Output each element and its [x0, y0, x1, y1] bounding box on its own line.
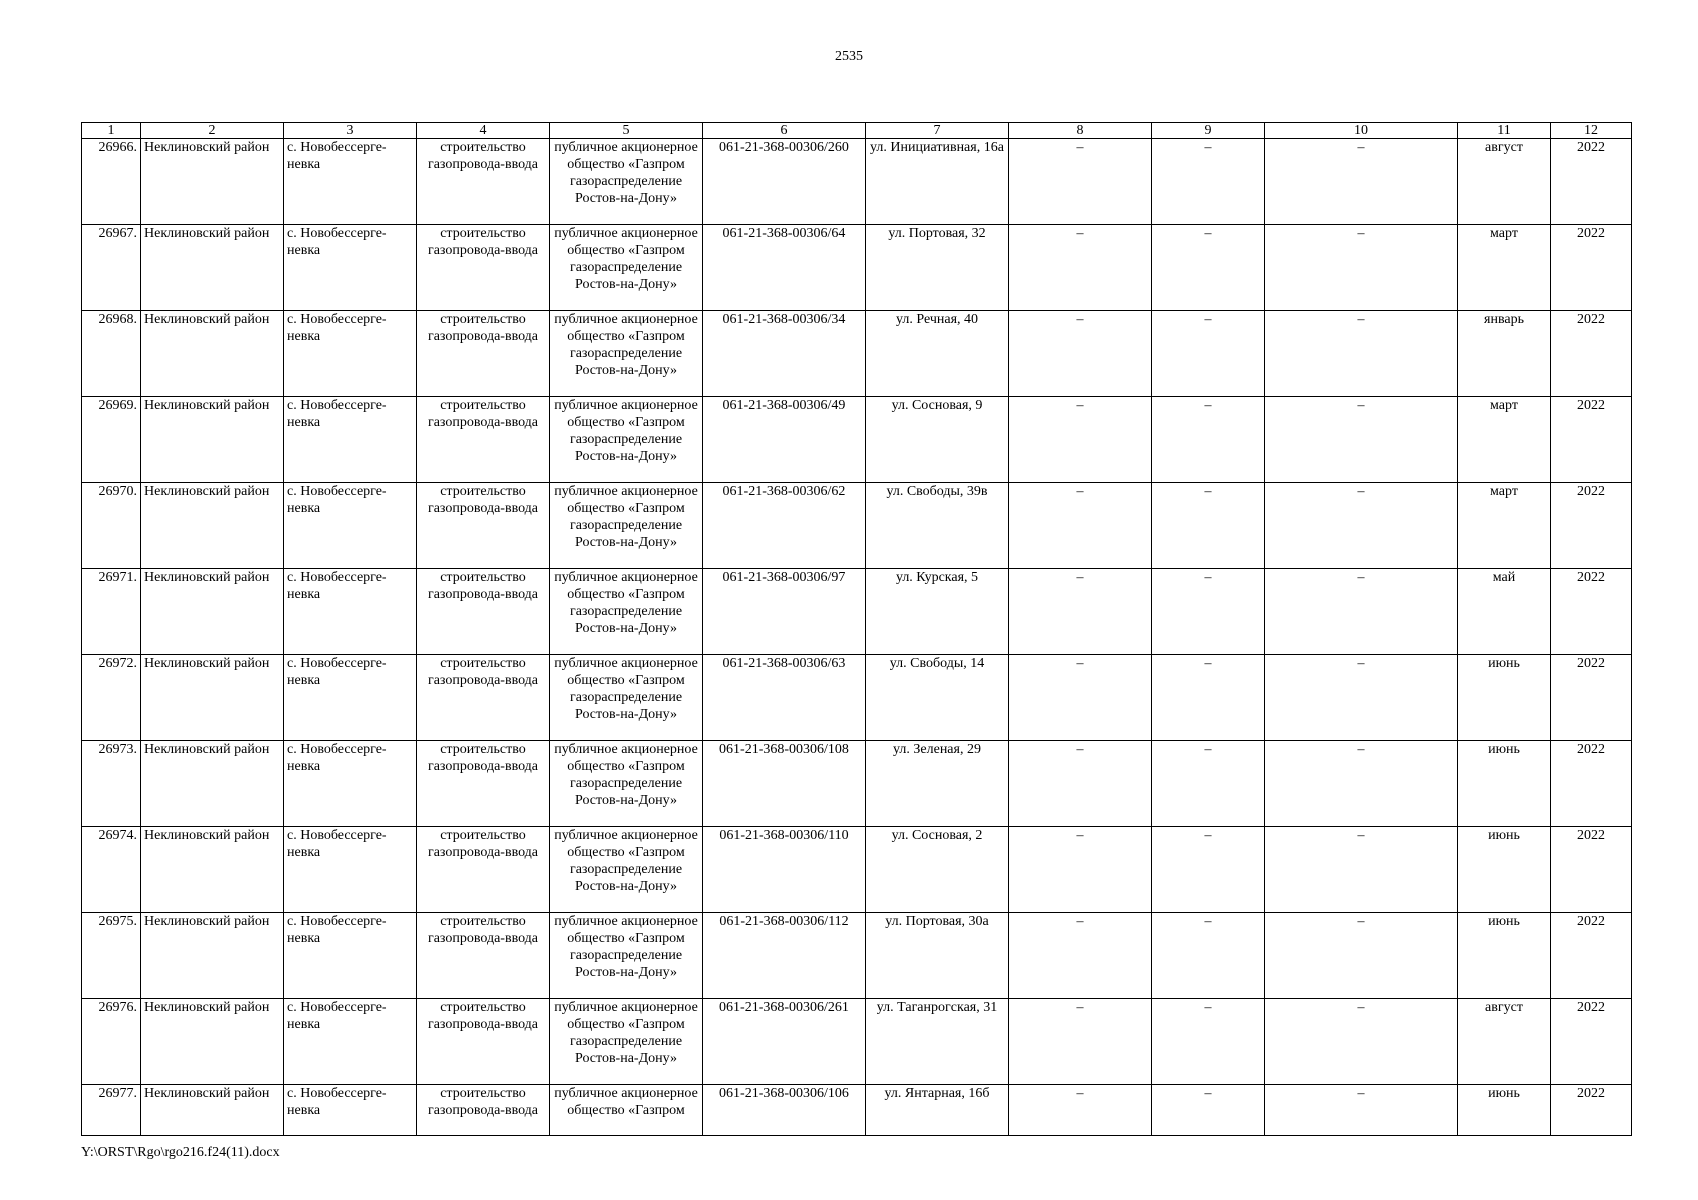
settlement-cell: с. Новобессерге-невка: [284, 397, 417, 483]
address-cell: ул. Сосновая, 2: [866, 827, 1009, 913]
col8-cell: –: [1009, 1085, 1152, 1136]
year-cell: 2022: [1551, 139, 1632, 225]
col9-cell: –: [1152, 311, 1265, 397]
month-cell: май: [1458, 569, 1551, 655]
col8-cell: –: [1009, 655, 1152, 741]
address-cell: ул. Янтарная, 16б: [866, 1085, 1009, 1136]
address-cell: ул. Зеленая, 29: [866, 741, 1009, 827]
table-row: [82, 311, 1632, 397]
table-row: [82, 225, 1632, 311]
work-type-cell: строительство газопровода-ввода: [417, 655, 550, 741]
year-cell: 2022: [1551, 741, 1632, 827]
table-row: [82, 655, 1632, 741]
settlement-cell: с. Новобессерге-невка: [284, 311, 417, 397]
table-row: [82, 999, 1632, 1085]
code-cell: 061-21-368-00306/62: [703, 483, 866, 569]
work-type-cell: строительство газопровода-ввода: [417, 397, 550, 483]
year-cell: 2022: [1551, 1085, 1632, 1136]
column-header: 12: [1551, 123, 1632, 139]
register-table: [81, 122, 1632, 1136]
work-type-cell: строительство газопровода-ввода: [417, 999, 550, 1085]
row-number: 26977.: [82, 1085, 141, 1136]
owner-cell: публичное акционерное общество «Газпром газораспределение Ростов-на-Дону»: [550, 397, 703, 483]
year-cell: 2022: [1551, 569, 1632, 655]
owner-cell: публичное акционерное общество «Газпром газораспределение Ростов-на-Дону»: [550, 827, 703, 913]
work-type-cell: строительство газопровода-ввода: [417, 1085, 550, 1136]
column-header: 11: [1458, 123, 1551, 139]
col8-cell: –: [1009, 913, 1152, 999]
month-cell: июнь: [1458, 1085, 1551, 1136]
code-cell: 061-21-368-00306/49: [703, 397, 866, 483]
code-cell: 061-21-368-00306/34: [703, 311, 866, 397]
address-cell: ул. Таганрогская, 31: [866, 999, 1009, 1085]
col10-cell: –: [1265, 741, 1458, 827]
row-number: 26975.: [82, 913, 141, 999]
month-cell: август: [1458, 999, 1551, 1085]
column-header: 4: [417, 123, 550, 139]
code-cell: 061-21-368-00306/108: [703, 741, 866, 827]
work-type-cell: строительство газопровода-ввода: [417, 827, 550, 913]
table-row: [82, 1085, 1632, 1136]
col9-cell: –: [1152, 483, 1265, 569]
month-cell: январь: [1458, 311, 1551, 397]
owner-cell: публичное акционерное общество «Газпром: [550, 1085, 703, 1136]
col10-cell: –: [1265, 397, 1458, 483]
col8-cell: –: [1009, 827, 1152, 913]
district-cell: Неклиновский район: [141, 225, 284, 311]
table-row: [82, 483, 1632, 569]
district-cell: Неклиновский район: [141, 999, 284, 1085]
owner-cell: публичное акционерное общество «Газпром газораспределение Ростов-на-Дону»: [550, 139, 703, 225]
settlement-cell: с. Новобессерге-невка: [284, 827, 417, 913]
month-cell: июнь: [1458, 741, 1551, 827]
settlement-cell: с. Новобессерге-невка: [284, 741, 417, 827]
month-cell: март: [1458, 483, 1551, 569]
col9-cell: –: [1152, 569, 1265, 655]
table-row: [82, 139, 1632, 225]
month-cell: август: [1458, 139, 1551, 225]
code-cell: 061-21-368-00306/112: [703, 913, 866, 999]
year-cell: 2022: [1551, 827, 1632, 913]
row-number: 26967.: [82, 225, 141, 311]
column-header: 3: [284, 123, 417, 139]
document-file-path: Y:\ORST\Rgo\rgo216.f24(11).docx: [81, 1145, 280, 1160]
address-cell: ул. Речная, 40: [866, 311, 1009, 397]
owner-cell: публичное акционерное общество «Газпром газораспределение Ростов-на-Дону»: [550, 483, 703, 569]
row-number: 26968.: [82, 311, 141, 397]
col10-cell: –: [1265, 827, 1458, 913]
row-number: 26970.: [82, 483, 141, 569]
work-type-cell: строительство газопровода-ввода: [417, 741, 550, 827]
table-row: [82, 569, 1632, 655]
col9-cell: –: [1152, 655, 1265, 741]
owner-cell: публичное акционерное общество «Газпром газораспределение Ростов-на-Дону»: [550, 913, 703, 999]
address-cell: ул. Портовая, 32: [866, 225, 1009, 311]
col8-cell: –: [1009, 225, 1152, 311]
district-cell: Неклиновский район: [141, 741, 284, 827]
year-cell: 2022: [1551, 397, 1632, 483]
month-cell: март: [1458, 225, 1551, 311]
col9-cell: –: [1152, 397, 1265, 483]
col8-cell: –: [1009, 569, 1152, 655]
col9-cell: –: [1152, 1085, 1265, 1136]
col10-cell: –: [1265, 569, 1458, 655]
owner-cell: публичное акционерное общество «Газпром газораспределение Ростов-на-Дону»: [550, 311, 703, 397]
col10-cell: –: [1265, 655, 1458, 741]
month-cell: июнь: [1458, 913, 1551, 999]
col9-cell: –: [1152, 741, 1265, 827]
owner-cell: публичное акционерное общество «Газпром газораспределение Ростов-на-Дону»: [550, 655, 703, 741]
table-row: [82, 397, 1632, 483]
table-row: [82, 913, 1632, 999]
work-type-cell: строительство газопровода-ввода: [417, 913, 550, 999]
district-cell: Неклиновский район: [141, 827, 284, 913]
owner-cell: публичное акционерное общество «Газпром газораспределение Ростов-на-Дону»: [550, 569, 703, 655]
district-cell: Неклиновский район: [141, 569, 284, 655]
year-cell: 2022: [1551, 655, 1632, 741]
year-cell: 2022: [1551, 999, 1632, 1085]
col9-cell: –: [1152, 913, 1265, 999]
year-cell: 2022: [1551, 225, 1632, 311]
address-cell: ул. Свободы, 39в: [866, 483, 1009, 569]
col10-cell: –: [1265, 1085, 1458, 1136]
row-number: 26971.: [82, 569, 141, 655]
address-cell: ул. Свободы, 14: [866, 655, 1009, 741]
month-cell: июнь: [1458, 827, 1551, 913]
column-header: 10: [1265, 123, 1458, 139]
col8-cell: –: [1009, 999, 1152, 1085]
district-cell: Неклиновский район: [141, 397, 284, 483]
row-number: 26969.: [82, 397, 141, 483]
row-number: 26973.: [82, 741, 141, 827]
row-number: 26966.: [82, 139, 141, 225]
owner-cell: публичное акционерное общество «Газпром газораспределение Ростов-на-Дону»: [550, 999, 703, 1085]
column-header: 2: [141, 123, 284, 139]
col9-cell: –: [1152, 999, 1265, 1085]
col10-cell: –: [1265, 311, 1458, 397]
code-cell: 061-21-368-00306/97: [703, 569, 866, 655]
code-cell: 061-21-368-00306/260: [703, 139, 866, 225]
work-type-cell: строительство газопровода-ввода: [417, 225, 550, 311]
address-cell: ул. Портовая, 30а: [866, 913, 1009, 999]
year-cell: 2022: [1551, 311, 1632, 397]
month-cell: март: [1458, 397, 1551, 483]
code-cell: 061-21-368-00306/63: [703, 655, 866, 741]
table-row: [82, 827, 1632, 913]
code-cell: 061-21-368-00306/110: [703, 827, 866, 913]
row-number: 26974.: [82, 827, 141, 913]
col8-cell: –: [1009, 397, 1152, 483]
year-cell: 2022: [1551, 913, 1632, 999]
district-cell: Неклиновский район: [141, 655, 284, 741]
district-cell: Неклиновский район: [141, 913, 284, 999]
col8-cell: –: [1009, 311, 1152, 397]
code-cell: 061-21-368-00306/106: [703, 1085, 866, 1136]
col10-cell: –: [1265, 913, 1458, 999]
district-cell: Неклиновский район: [141, 139, 284, 225]
district-cell: Неклиновский район: [141, 311, 284, 397]
col9-cell: –: [1152, 827, 1265, 913]
settlement-cell: с. Новобессерге-невка: [284, 139, 417, 225]
work-type-cell: строительство газопровода-ввода: [417, 311, 550, 397]
col10-cell: –: [1265, 483, 1458, 569]
address-cell: ул. Инициативная, 16а: [866, 139, 1009, 225]
work-type-cell: строительство газопровода-ввода: [417, 483, 550, 569]
year-cell: 2022: [1551, 483, 1632, 569]
col8-cell: –: [1009, 483, 1152, 569]
page-number: 2535: [835, 49, 863, 64]
settlement-cell: с. Новобессерге-невка: [284, 225, 417, 311]
row-number: 26972.: [82, 655, 141, 741]
owner-cell: публичное акционерное общество «Газпром газораспределение Ростов-на-Дону»: [550, 225, 703, 311]
col8-cell: –: [1009, 139, 1152, 225]
column-number-row: [82, 123, 1632, 139]
settlement-cell: с. Новобессерге-невка: [284, 655, 417, 741]
district-cell: Неклиновский район: [141, 1085, 284, 1136]
column-header: 6: [703, 123, 866, 139]
row-number: 26976.: [82, 999, 141, 1085]
column-header: 7: [866, 123, 1009, 139]
address-cell: ул. Сосновая, 9: [866, 397, 1009, 483]
col9-cell: –: [1152, 225, 1265, 311]
column-header: 9: [1152, 123, 1265, 139]
owner-cell: публичное акционерное общество «Газпром газораспределение Ростов-на-Дону»: [550, 741, 703, 827]
col9-cell: –: [1152, 139, 1265, 225]
col10-cell: –: [1265, 139, 1458, 225]
col8-cell: –: [1009, 741, 1152, 827]
month-cell: июнь: [1458, 655, 1551, 741]
col10-cell: –: [1265, 999, 1458, 1085]
settlement-cell: с. Новобессерге-невка: [284, 999, 417, 1085]
column-header: 8: [1009, 123, 1152, 139]
settlement-cell: с. Новобессерге-невка: [284, 483, 417, 569]
column-header: 1: [82, 123, 141, 139]
settlement-cell: с. Новобессерге-невка: [284, 569, 417, 655]
code-cell: 061-21-368-00306/261: [703, 999, 866, 1085]
settlement-cell: с. Новобессерге-невка: [284, 913, 417, 999]
col10-cell: –: [1265, 225, 1458, 311]
address-cell: ул. Курская, 5: [866, 569, 1009, 655]
work-type-cell: строительство газопровода-ввода: [417, 139, 550, 225]
code-cell: 061-21-368-00306/64: [703, 225, 866, 311]
column-header: 5: [550, 123, 703, 139]
work-type-cell: строительство газопровода-ввода: [417, 569, 550, 655]
table-row: [82, 741, 1632, 827]
district-cell: Неклиновский район: [141, 483, 284, 569]
settlement-cell: с. Новобессерге-невка: [284, 1085, 417, 1136]
